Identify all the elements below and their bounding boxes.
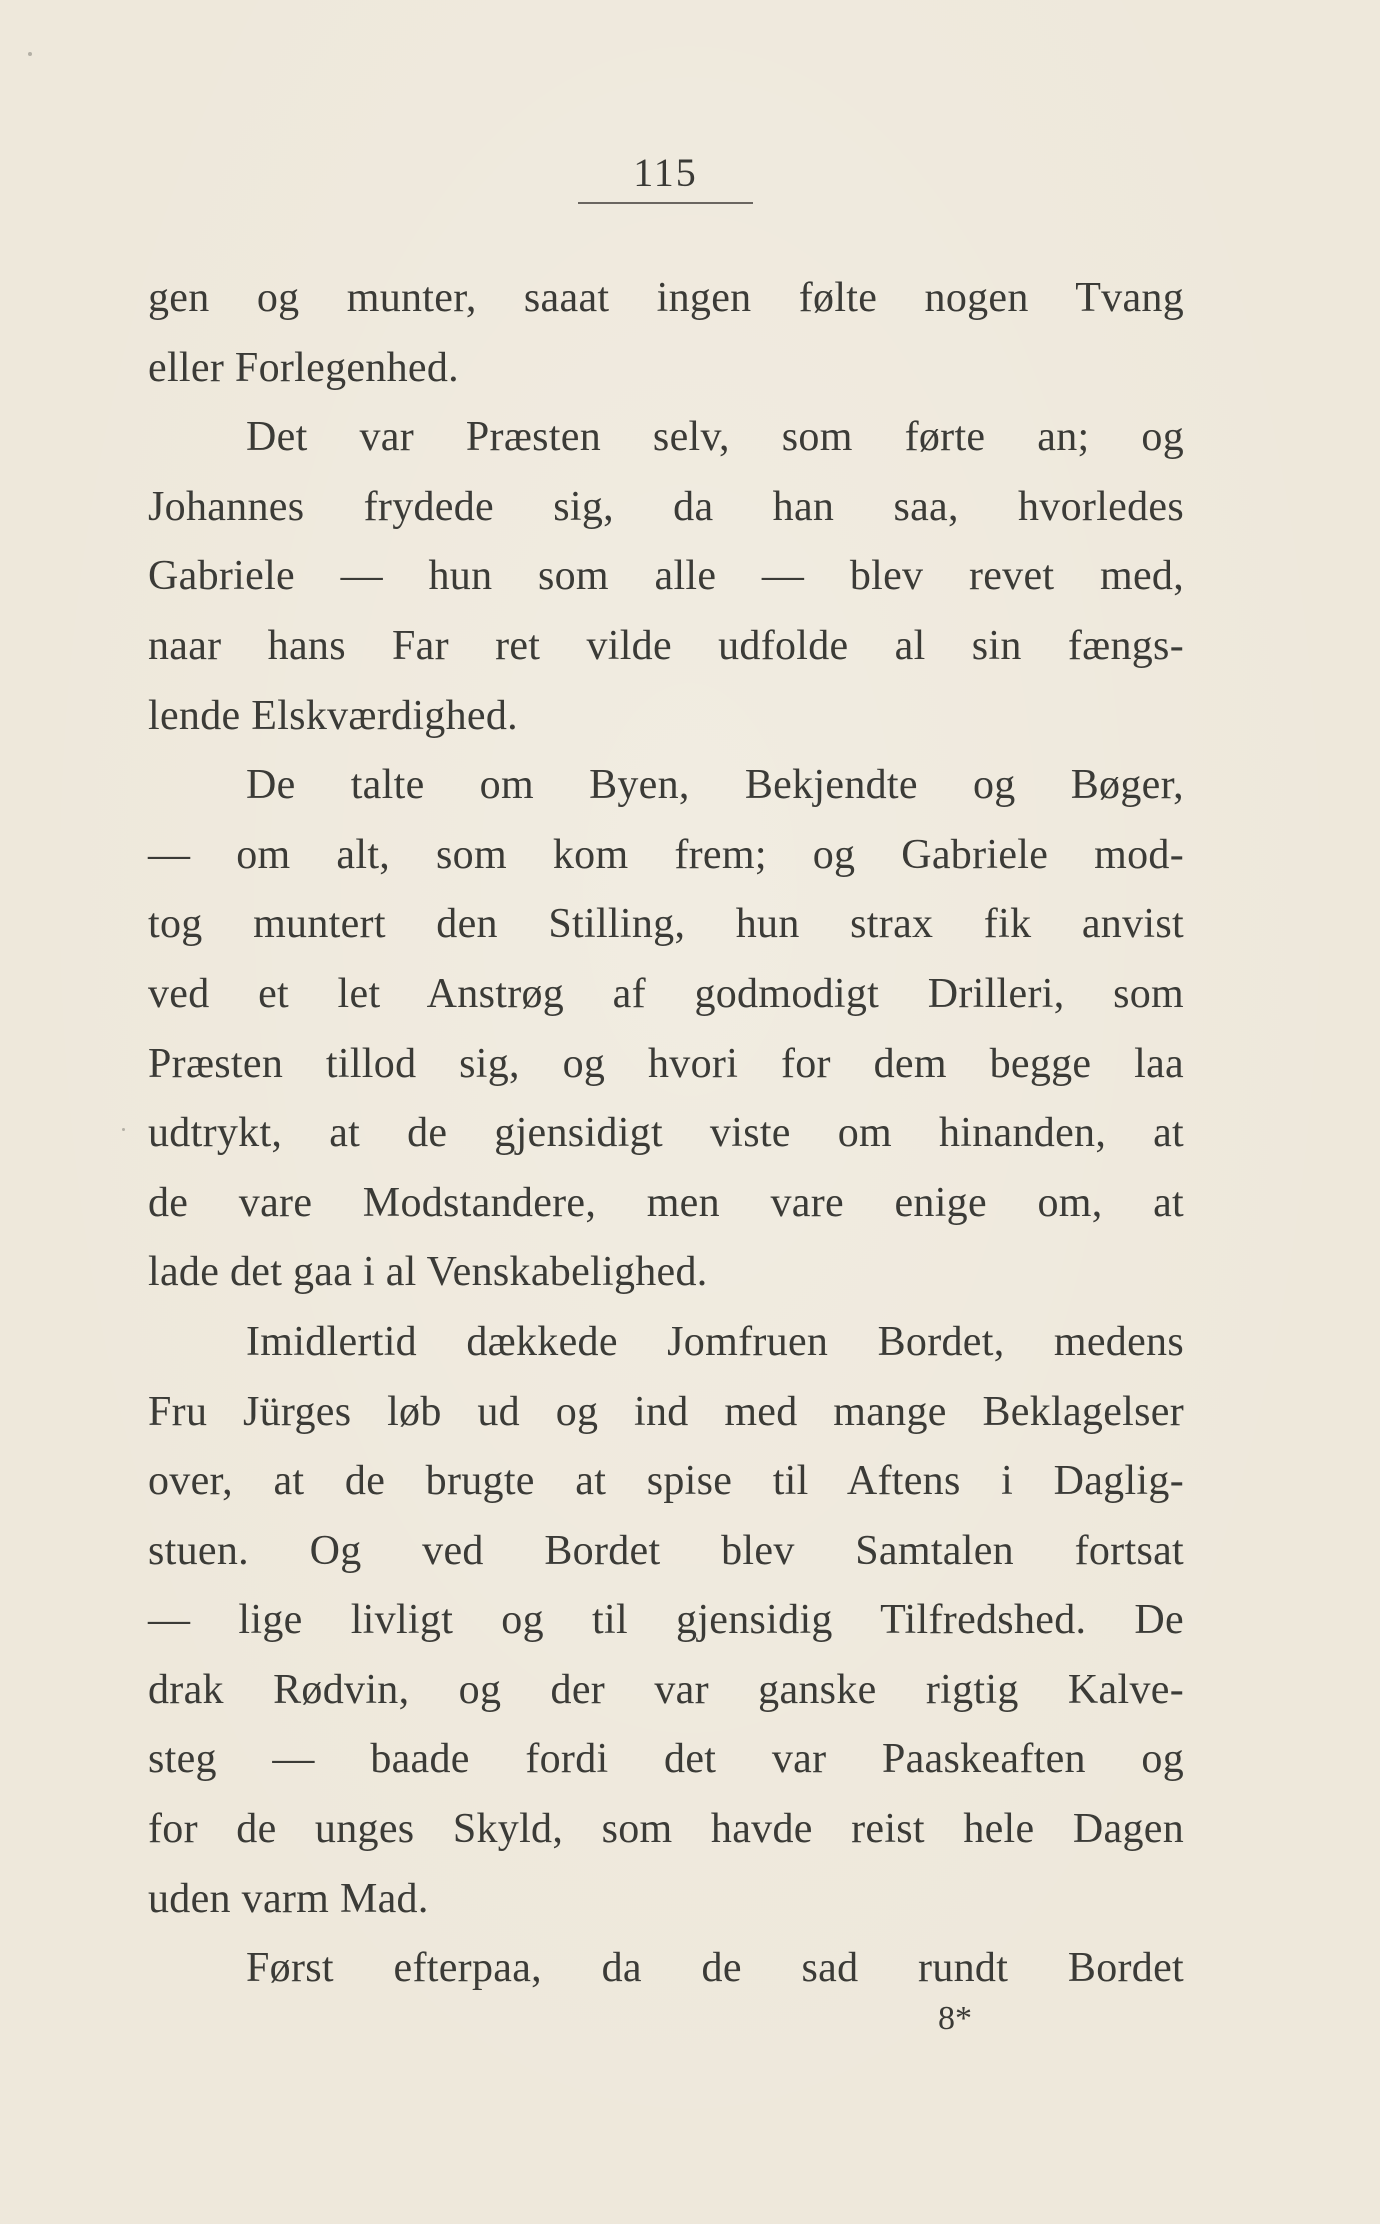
text-line: stuen. Og ved Bordet blev Samtalen fortsat [148,1527,1184,1574]
page-header [578,148,753,204]
text-line: drak Rødvin, og der var ganske rigtig Kalve- [148,1666,1184,1713]
text-line: naar hans Far ret vilde udfolde al sin fængs- [148,622,1184,669]
text-line: Det var Præsten selv, som førte an; og [246,414,1184,461]
body-text [148,264,1184,2004]
text-line: de vare Modstandere, men vare enige om, at [148,1179,1184,1226]
text-line: Imidlertid dækkede Jomfruen Bordet, medens [246,1318,1184,1365]
text-line: over, at de brugte at spise til Aftens i Daglig- [148,1458,1184,1505]
text-line: — lige livligt og til gjensidig Tilfredshed. De [148,1597,1184,1644]
text-line: lade det gaa i al Venskabelighed. [148,1249,708,1296]
text-line: Fru Jürges løb ud og ind med mange Beklagelser [148,1388,1184,1435]
text-line: tog muntert den Stilling, hun strax fik anvist [148,901,1184,948]
text-line: steg — baade fordi det var Paaskeaften og [148,1736,1184,1783]
text-line: for de unges Skyld, som havde reist hele Dagen [148,1806,1184,1853]
header-rule [578,202,753,204]
text-line: Først efterpaa, da de sad rundt Bordet [246,1945,1184,1992]
text-line: lende Elskværdighed. [148,692,518,739]
text-line: eller Forlegenhed. [148,344,459,391]
text-line: udtrykt, at de gjensidigt viste om hinanden, at [148,1110,1184,1157]
page-number: 115 [633,150,698,195]
text-line: Præsten tillod sig, og hvori for dem begge laa [148,1040,1184,1087]
paper-speck [122,1128,125,1131]
text-line: Johannes frydede sig, da han saa, hvorledes [148,483,1184,530]
text-line: De talte om Byen, Bekjendte og Bøger, [246,762,1184,809]
text-line: — om alt, som kom frem; og Gabriele mod- [148,831,1184,878]
text-line: uden varm Mad. [148,1875,429,1922]
text-line: ved et let Anstrøg af godmodigt Drilleri, som [148,970,1184,1017]
signature-mark: 8* [938,2000,972,2037]
paper-speck [28,52,32,56]
text-line: Gabriele — hun som alle — blev revet med, [148,553,1184,600]
text-line: gen og munter, saaat ingen følte nogen Tvang [148,275,1184,321]
